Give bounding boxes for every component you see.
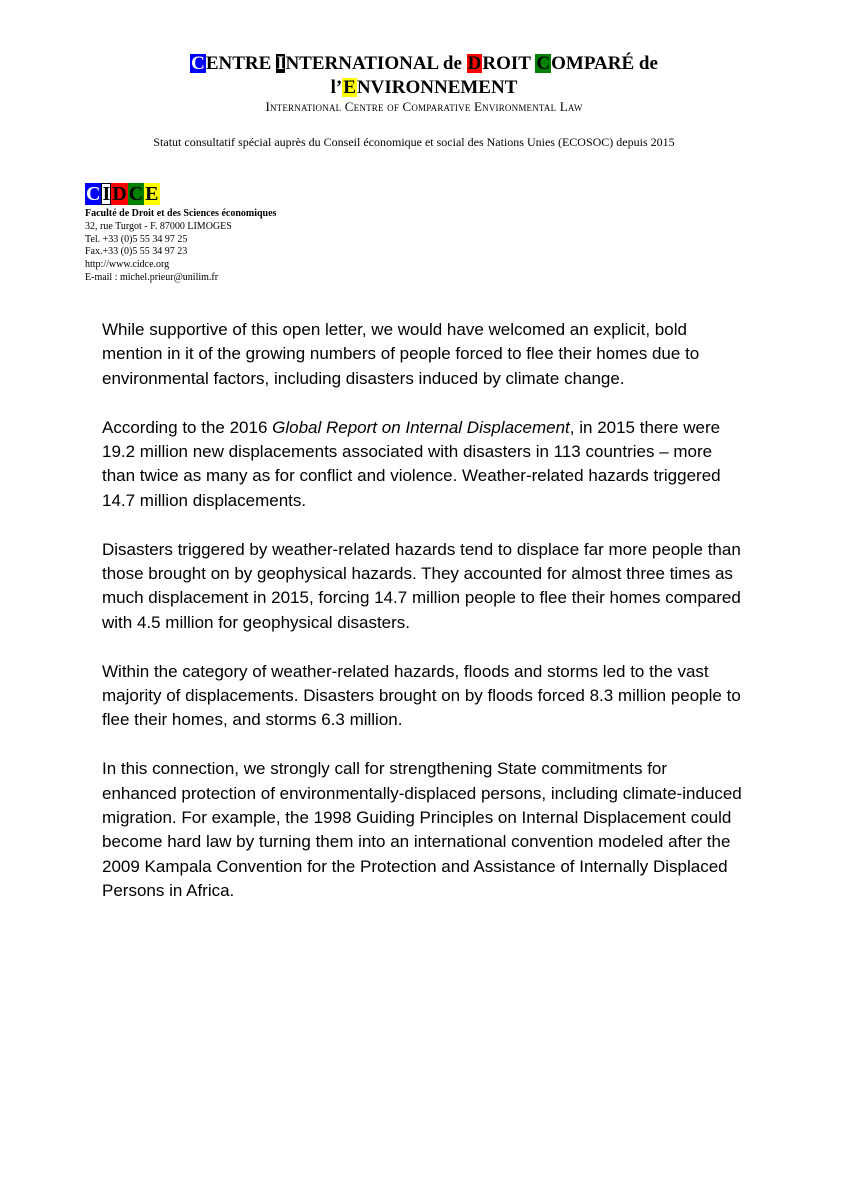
title-word-international: NTERNATIONAL de (285, 53, 467, 74)
paragraph-5: In this connection, we strongly call for strengthening State commitments for enhanced protection of environmentally-displaced persons, including climate-induced migration. For example, the 1998 Guiding Principles on Internal Displacement could become hard law by turning them into an international convention modeled after the 2009 Kampala Convention for the Protection and Assistance of Internally Displaced Persons in Africa. (102, 759, 742, 901)
logo-letter-d: D (112, 183, 127, 205)
title-initial-c2: C (536, 53, 551, 74)
street-address: 32, rue Turgot - F. 87000 LIMOGES (85, 220, 232, 232)
address-block (85, 208, 276, 285)
fax-number: Fax.+33 (0)5 55 34 97 23 (85, 246, 188, 258)
paragraph-1: While supportive of this open letter, we would have welcomed an explicit, bold mention in it of the growing numbers of people forced to flee their homes due to environmental factors, including disasters induced by climate change. (102, 320, 700, 388)
title-initial-i: I (277, 53, 285, 74)
logo-letter-i: I (102, 183, 111, 205)
title-word-droit: ROIT (482, 53, 536, 74)
cidce-logo (85, 183, 160, 205)
title-word-compare: OMPARÉ de (551, 53, 658, 74)
title-initial-d: D (467, 53, 482, 74)
header-title-line-2 (0, 76, 848, 100)
logo-letter-c: C (86, 183, 101, 205)
header-subtitle: International Centre of Comparative Environmental Law (265, 99, 583, 114)
paragraph-2-end: , in 2015 there were 19.2 million new displacements associated with disasters in 113 countries – more than twice as many as for conflict and violence. Weather-related hazards triggered 14.7 million displacements. (102, 417, 721, 510)
report-title: Global Report on Internal Displacement (272, 417, 570, 437)
logo-letter-c2: C (128, 183, 144, 205)
title-word-environnement: NVIRONNEMENT (356, 77, 518, 98)
paragraph-3: Disasters triggered by weather-related hazards tend to displace far more people than those brought on by geophysical hazards. They accounted for almost three times as much displacement in 2015, forcing 14.7 million people to flee their homes compared with 4.5 million for geophysical disasters. (102, 539, 741, 632)
phone-number: Tel. +33 (0)5 55 34 97 25 (85, 233, 188, 245)
header-title-line-1 (0, 52, 848, 76)
consultative-status: Statut consultatif spécial auprès du Conseil économique et social des Nations Unies (ECOSOC) depuis 2015 (153, 135, 675, 149)
title-prefix: l’ (330, 77, 343, 98)
website-link[interactable]: http://www.cidce.org (85, 259, 170, 271)
title-word-centre: ENTRE (205, 53, 277, 74)
title-initial-e: E (343, 77, 356, 98)
title-initial-c: C (191, 53, 205, 74)
faculty-name: Faculté de Droit et des Sciences économiques (85, 208, 277, 219)
email-link[interactable]: E-mail : michel.prieur@unilim.fr (85, 271, 219, 283)
logo-letter-e: E (145, 183, 159, 205)
paragraph-4: Within the category of weather-related hazards, floods and storms led to the vast majority of displacements. Disasters brought on by floods forced 8.3 million people to flee their homes, and storms 6.3 million. (102, 661, 741, 730)
paragraph-2 (102, 416, 742, 514)
letter-body (102, 318, 742, 928)
paragraph-2-start: According to the 2016 (102, 417, 273, 437)
